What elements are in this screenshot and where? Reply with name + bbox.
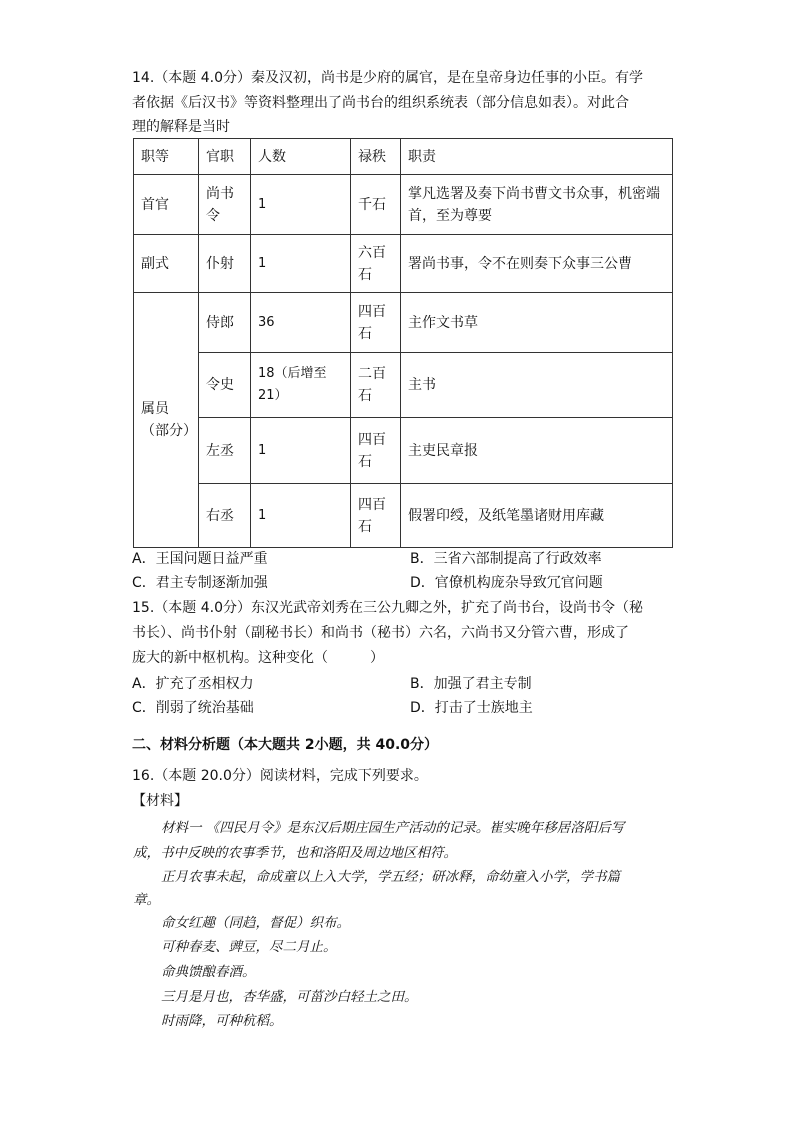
title-cell: 仆射 bbox=[199, 235, 251, 293]
material-line: 时雨降，可种秔稻。 bbox=[161, 1013, 283, 1029]
salary-cell: 四百石 bbox=[351, 484, 401, 548]
material-line: 材料一 《四民月令》是东汉后期庄园生产活动的记录。崔实晚年移居洛阳后写 bbox=[161, 820, 625, 836]
title-cell: 尚书令 bbox=[199, 175, 251, 235]
table-row bbox=[134, 293, 673, 353]
q16-stem: 16.（本题 20.0分）阅读材料，完成下列要求。 bbox=[132, 768, 428, 784]
table-header-row bbox=[134, 139, 673, 175]
count-cell: 1 bbox=[251, 175, 351, 235]
table-row bbox=[134, 484, 673, 548]
rank-cell: 首官 bbox=[134, 175, 199, 235]
q15-stem-line-1: 15.（本题 4.0分）东汉光武帝刘秀在三公九卿之外，扩充了尚书台，设尚书令（秘 bbox=[132, 600, 643, 616]
count-cell: 1 bbox=[251, 484, 351, 548]
duty-cell: 假署印绶，及纸笔墨诸财用库藏 bbox=[401, 484, 673, 548]
q14-stem-line-3: 理的解释是当时 bbox=[132, 119, 230, 135]
salary-cell: 四百石 bbox=[351, 293, 401, 353]
material-line: 命典馈酿春酒。 bbox=[161, 964, 256, 980]
table-row bbox=[134, 418, 673, 484]
q14-option-d[interactable]: D．官僚机构庞杂导致冗官问题 bbox=[410, 575, 603, 591]
q15-option-a[interactable]: A．扩充了丞相权力 bbox=[132, 676, 254, 692]
material-label: 【材料】 bbox=[132, 793, 188, 809]
title-cell: 侍郎 bbox=[199, 293, 251, 353]
material-line: 章。 bbox=[133, 892, 160, 908]
duty-cell: 署尚书事，令不在则奏下众事三公曹 bbox=[401, 235, 673, 293]
material-line: 成，书中反映的农事季节，也和洛阳及周边地区相符。 bbox=[133, 845, 457, 861]
title-cell: 令史 bbox=[199, 353, 251, 418]
table-row bbox=[134, 175, 673, 235]
q15-stem-line-3: 庞大的新中枢机构。这种变化（ ） bbox=[132, 650, 384, 666]
title-cell: 左丞 bbox=[199, 418, 251, 484]
duty-cell: 主吏民章报 bbox=[401, 418, 673, 484]
q14-option-a[interactable]: A．王国问题日益严重 bbox=[132, 551, 268, 567]
table-header-cell: 职责 bbox=[401, 139, 673, 175]
salary-cell: 二百石 bbox=[351, 353, 401, 418]
table-row bbox=[134, 235, 673, 293]
table-header-cell: 禄秩 bbox=[351, 139, 401, 175]
table-header-cell: 官职 bbox=[199, 139, 251, 175]
rank-cell: 副式 bbox=[134, 235, 199, 293]
material-line: 正月农事未起，命成童以上入大学，学五经；研冰释，命幼童入小学，学书篇 bbox=[161, 869, 620, 885]
count-cell: 36 bbox=[251, 293, 351, 353]
material-line: 三月是月也，杏华盛，可菑沙白轻土之田。 bbox=[161, 989, 418, 1005]
q15-stem-line-2: 书长）、尚书仆射（副秘书长）和尚书（秘书）六名，六尚书又分管六曹，形成了 bbox=[132, 625, 629, 641]
duty-cell: 主作文书草 bbox=[401, 293, 673, 353]
table-header-cell: 职等 bbox=[134, 139, 199, 175]
title-cell: 右丞 bbox=[199, 484, 251, 548]
duty-cell: 主书 bbox=[401, 353, 673, 418]
q15-option-c[interactable]: C．削弱了统治基础 bbox=[132, 700, 254, 716]
count-cell: 18（后增至21） bbox=[251, 353, 351, 418]
table-header-cell: 人数 bbox=[251, 139, 351, 175]
salary-cell: 六百石 bbox=[351, 235, 401, 293]
q14-stem-line-2: 者依据《后汉书》等资料整理出了尚书台的组织系统表（部分信息如表）。对此合 bbox=[132, 95, 629, 111]
salary-cell: 千石 bbox=[351, 175, 401, 235]
q15-option-d[interactable]: D．打击了士族地主 bbox=[410, 700, 533, 716]
rank-cell: 属员（部分） bbox=[134, 293, 199, 548]
q14-option-b[interactable]: B．三省六部制提高了行政效率 bbox=[410, 551, 602, 567]
material-line: 命女红趣（同趋，督促）织布。 bbox=[161, 915, 350, 931]
shangshu-organization-table bbox=[133, 138, 673, 548]
count-cell: 1 bbox=[251, 418, 351, 484]
q15-option-b[interactable]: B．加强了君主专制 bbox=[410, 676, 532, 692]
table-row bbox=[134, 353, 673, 418]
q14-stem-line-1: 14.（本题 4.0分）秦及汉初，尚书是少府的属官，是在皇帝身边任事的小臣。有学 bbox=[132, 70, 643, 86]
material-line: 可种春麦、豍豆，尽二月止。 bbox=[161, 939, 337, 955]
section-heading: 二、材料分析题（本大题共 2小题，共 40.0分） bbox=[132, 737, 439, 753]
count-cell: 1 bbox=[251, 235, 351, 293]
salary-cell: 四百石 bbox=[351, 418, 401, 484]
q14-option-c[interactable]: C．君主专制逐渐加强 bbox=[132, 575, 268, 591]
duty-cell: 掌凡选署及奏下尚书曹文书众事，机密端首，至为尊要 bbox=[401, 175, 673, 235]
